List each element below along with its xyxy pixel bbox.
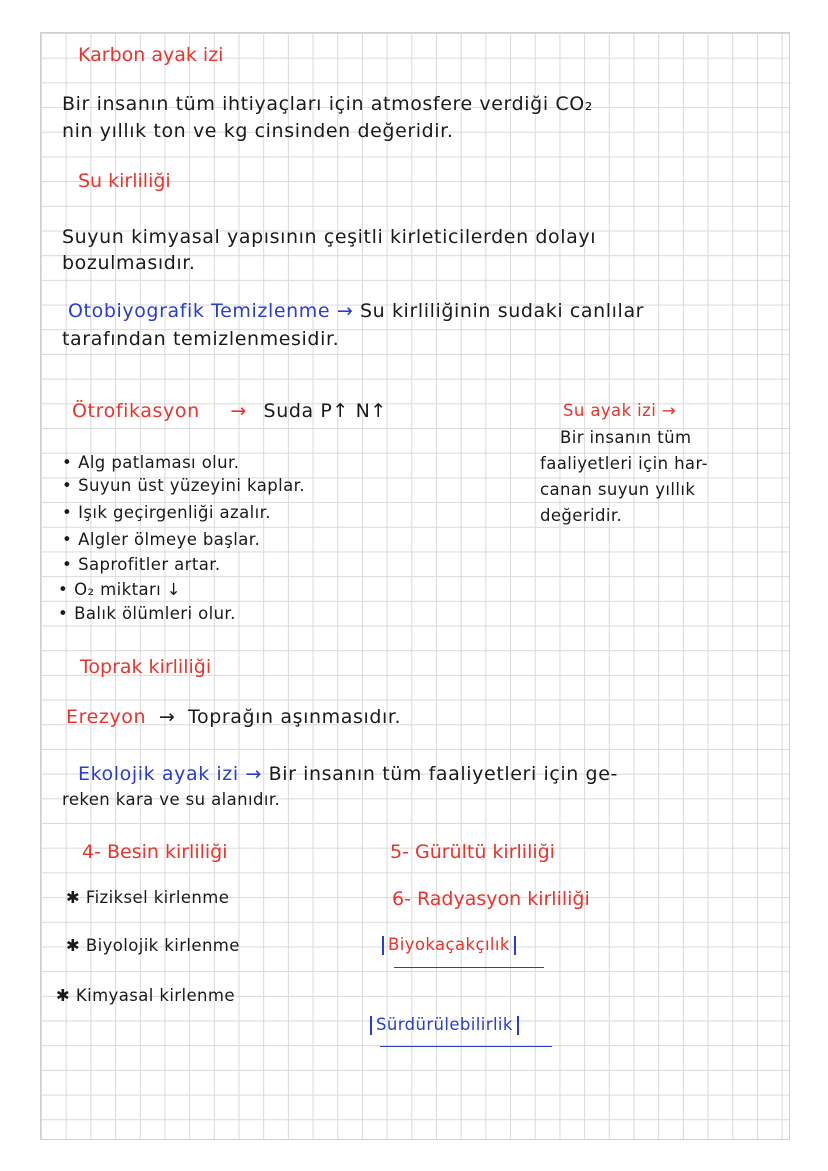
besin-title: 4- Besin kirliliği [82,841,228,863]
otrofik-bullet: • Algler ölmeye başlar. [62,532,260,549]
suayak-line: canan suyun yıllık [540,480,696,499]
biyokacakcilik-box [382,936,516,955]
suayak-line: Bir insanın tüm [560,428,692,447]
besin-item: ✱ Kimyasal kirlenme [56,986,235,1005]
oto-row [68,302,644,321]
ekolojik-line1: Bir insanın tüm faaliyetleri için ge- [268,763,618,785]
radyasyon-title: 6- Radyasyon kirliliği [392,888,590,910]
oto-line2: tarafından temizlenmesidir. [62,328,340,350]
ekolojik-title: Ekolojik ayak izi [78,763,239,785]
biyo-underline [394,967,544,968]
surd-underline [380,1046,552,1047]
otrofik-text: Suda P↑ N↑ [263,400,387,422]
otrofik-term: Ötrofikasyon [72,400,200,422]
otrofik-bullet: • Saprofitler artar. [62,557,221,574]
arrow-icon: → [336,300,354,322]
karbon-title: Karbon ayak izi [78,44,224,66]
star-icon: ✱ [66,936,86,955]
otrofik-bullet: • Işık geçirgenliği azalır. [62,505,271,522]
otrofik-bullet: • O₂ miktarı ↓ [58,582,181,599]
otrofik-bullet: • Suyun üst yüzeyini kaplar. [62,478,305,495]
karbon-line2: nin yıllık ton ve kg cinsinden değeridir. [62,120,454,142]
erezyon-text: Toprağın aşınmasıdır. [188,706,402,728]
su-line2: bozulmasıdır. [62,252,196,274]
erezyon-row [66,708,401,727]
suayak-title: Su ayak izi → [563,401,677,420]
besin-item: ✱ Biyolojik kirlenme [66,936,240,955]
su-line1: Suyun kimyasal yapısının çeşitli kirleticilerden dolayı [62,226,597,248]
otrofik-bullet: • Alg patlaması olur. [62,455,239,472]
arrow-icon: → [158,706,176,728]
suayak-line: değeridir. [540,506,623,525]
star-icon: ✱ [56,986,76,1005]
star-icon: ✱ [66,888,86,907]
erezyon-term: Erezyon [66,706,147,728]
otrofik-bullet: • Balık ölümleri olur. [58,606,236,623]
karbon-line1: Bir insanın tüm ihtiyaçları için atmosfere verdiği CO₂ [62,93,593,115]
surdurulebilirlik-box [370,1016,519,1035]
gurultu-title: 5- Gürültü kirliliği [390,841,555,863]
toprak-title: Toprak kirliliği [80,656,212,678]
arrow-icon: → [230,400,247,422]
oto-term: Otobiyografik Temizlenme [68,300,331,322]
su-title: Su kirliliği [78,170,171,192]
arrow-icon: → [245,763,262,785]
ekolojik-line2: reken kara ve su alanıdır. [62,790,281,809]
suayak-line: faaliyetleri için har- [540,454,708,473]
otrofik-row [72,402,387,421]
surdurulebilirlik-label: Sürdürülebilirlik [376,1015,513,1034]
biyokacakcilik-label: Biyokaçakçılık [388,935,510,954]
besin-item: ✱ Fiziksel kirlenme [66,888,230,907]
oto-line1: Su kirliliğinin sudaki canlılar [360,300,645,322]
ekolojik-row [78,765,618,784]
